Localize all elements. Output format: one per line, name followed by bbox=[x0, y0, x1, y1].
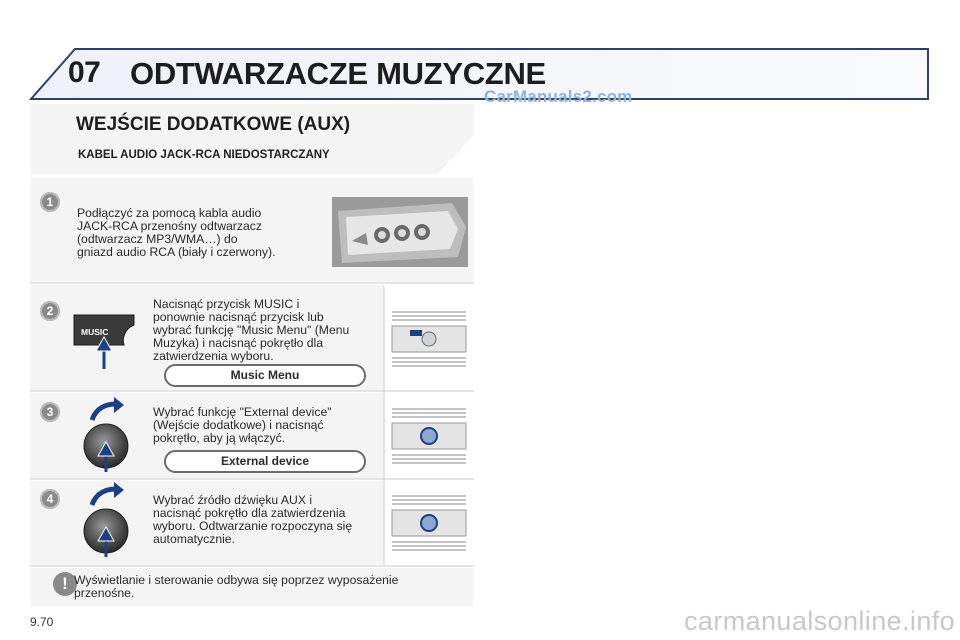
radio-panel-image-step-2 bbox=[390, 306, 468, 372]
rca-sockets-image bbox=[332, 197, 468, 267]
warning-icon: ! bbox=[53, 572, 77, 596]
step-3-badge: 3 bbox=[40, 402, 60, 422]
step-4-text: Wybrać źródło dźwięku AUX i nacisnąć pokrętło dla zatwierdzenia wyboru. Odtwarzanie rozpoczyna się automatycznie. bbox=[153, 493, 353, 546]
note-text: Wyświetlanie i sterowanie odbywa się poprzez wyposażenie przenośne. bbox=[74, 573, 399, 600]
chapter-title: ODTWARZACZE MUZYCZNE bbox=[130, 56, 546, 91]
footer-watermark[interactable]: carmanualsonline.info bbox=[684, 606, 956, 636]
radio-panel-image-step-3 bbox=[390, 403, 468, 469]
section-title: WEJŚCIE DODATKOWE (AUX) bbox=[76, 114, 351, 135]
music-menu-pill: Music Menu bbox=[164, 364, 366, 387]
page-number: 9.70 bbox=[30, 615, 54, 629]
external-device-pill: External device bbox=[164, 450, 366, 473]
radio-panel-image-step-4 bbox=[390, 490, 468, 556]
step-2-text: Nacisnąć przycisk MUSIC i ponownie nacisnąć przycisk lub wybrać funkcję "Music Menu" (Menu Muzyka) i nacisnąć pokrętło dla zatwierdzenia wyboru. bbox=[153, 297, 350, 363]
section-subtitle: KABEL AUDIO JACK-RCA NIEDOSTARCZANY bbox=[78, 149, 330, 161]
chapter-number: 07 bbox=[68, 56, 101, 89]
step-2-badge: 2 bbox=[40, 301, 60, 321]
step-3-knob-image bbox=[82, 396, 138, 476]
header-watermark[interactable]: CarManuals2.com bbox=[484, 87, 633, 106]
step-1-badge: 1 bbox=[40, 192, 60, 212]
music-button-label: MUSIC bbox=[81, 327, 109, 337]
step-1-text: Podłączyć za pomocą kabla audio JACK-RCA przenośny odtwarzacz (odtwarzacz MP3/WMA…) do gniazd audio RCA (biały i czerwony). bbox=[77, 206, 276, 259]
music-button-image bbox=[72, 311, 140, 371]
step-4-badge: 4 bbox=[40, 489, 60, 509]
step-4-knob-image bbox=[82, 481, 138, 561]
step-3-text: Wybrać funkcję "External device" (Wejście dodatkowe) i nacisnąć pokrętło, aby ją włączyć. bbox=[153, 405, 332, 445]
